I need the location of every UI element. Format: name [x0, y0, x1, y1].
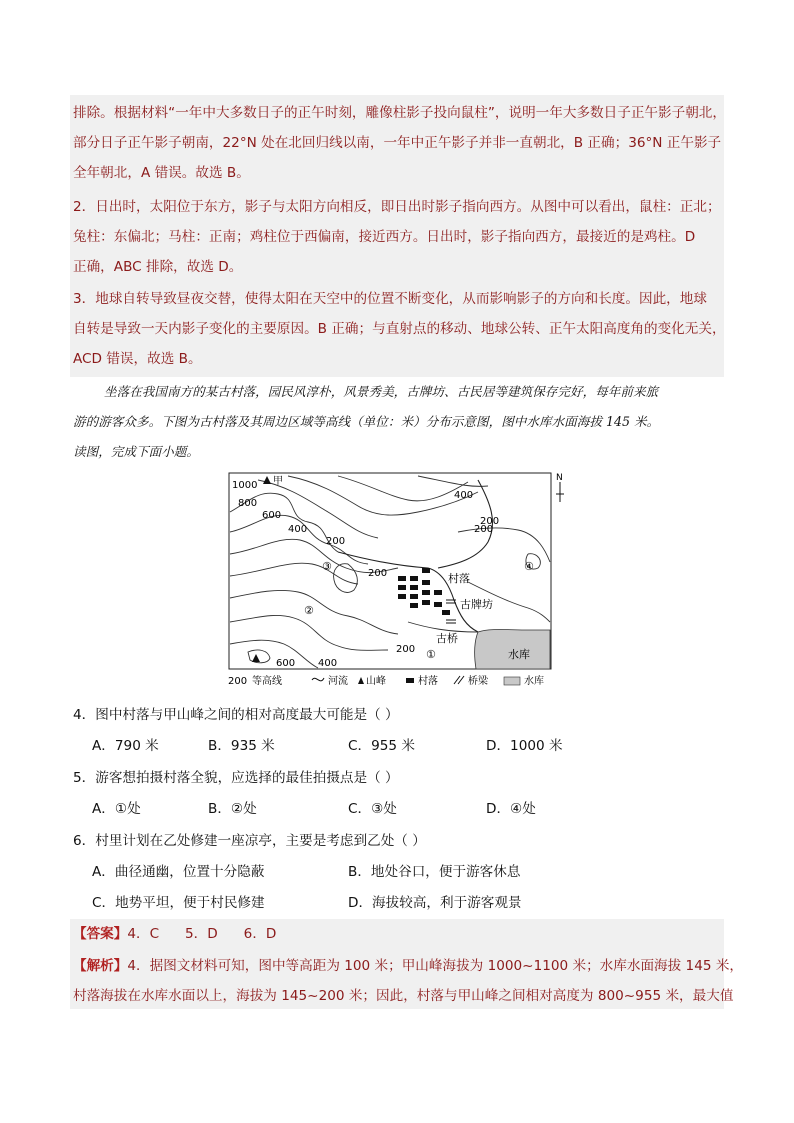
prev-analysis-line: 正确，ABC 排除，故选 D。 [73, 259, 243, 275]
contour-label: 200 [480, 516, 500, 527]
point-1-label: ① [426, 648, 436, 661]
analysis-text: 4．据图文材料可知，图中等高距为 100 米；甲山峰海拔为 1000~1100 米；水库水面海拔 145 米， [127, 958, 744, 974]
contour-label: 800 [238, 498, 258, 509]
legend-contour-value: 200 [228, 676, 248, 687]
prev-analysis-line: ACD 错误，故选 B。 [73, 351, 202, 367]
contour-label: 400 [318, 658, 338, 669]
legend-reservoir: 水库 [524, 676, 544, 687]
prev-analysis-line: 部分日子正午影子朝南，22°N 处在北回归线以南，一年中正午影子并非一直朝北，B 正确；36°N 正午影子 [73, 135, 722, 151]
question-6-stem: 6．村里计划在乙处修建一座凉亭，主要是考虑到乙处（ ） [73, 833, 426, 849]
peak-name-label: 甲 [273, 476, 283, 487]
answer-tag: 【答案】 [73, 926, 128, 942]
reservoir-label: 水库 [508, 648, 530, 661]
legend-contour: 等高线 [252, 676, 282, 687]
contour-label: 200 [368, 568, 388, 579]
north-label: N [556, 473, 563, 483]
peak-elevation-label: 1000 [232, 480, 258, 491]
point-4-label: ④ [524, 560, 534, 573]
question-5-option-b: B．②处 [208, 801, 257, 817]
question-5-option-d: D．④处 [486, 801, 536, 817]
contour-label: 200 [396, 644, 416, 655]
analysis-tag: 【解析】 [73, 958, 128, 974]
question-5-option-a: A．①处 [92, 801, 141, 817]
analysis-line [73, 957, 743, 975]
question-6-option-b: B．地处谷口，便于游客休息 [348, 864, 521, 880]
intro-line: 读图，完成下面小题。 [73, 444, 199, 459]
village-label: 村落 [448, 572, 470, 585]
question-4-option-b: B．935 米 [208, 738, 275, 754]
contour-label: 600 [276, 658, 296, 669]
legend-village: 村落 [418, 676, 438, 687]
legend-river: 河流 [328, 676, 348, 687]
legend-peak: 山峰 [366, 676, 386, 687]
question-4-option-a: A．790 米 [92, 738, 159, 754]
point-2-label: ② [304, 604, 314, 617]
prev-analysis-line: 兔柱：东偏北；马柱：正南；鸡柱位于西偏南，接近西方。日出时，影子指向西方，最接近的是鸡柱。D [73, 229, 696, 245]
contour-label: 400 [454, 490, 474, 501]
question-4-stem: 4．图中村落与甲山峰之间的相对高度最大可能是（ ） [73, 707, 399, 723]
answer-text: 4．C 5．D 6．D [127, 926, 277, 942]
prev-analysis-line: 排除。根据材料“一年中大多数日子的正午时刻，雕像柱影子投向鼠柱”，说明一年大多数日子正午影子朝北， [73, 105, 726, 121]
question-6-option-c: C．地势平坦，便于村民修建 [92, 895, 265, 911]
bridge-label: 古桥 [436, 632, 458, 645]
legend-bridge: 桥梁 [468, 676, 488, 687]
question-5-stem: 5．游客想拍摄村落全貌，应选择的最佳拍摄点是（ ） [73, 770, 399, 786]
answer-line [73, 925, 276, 943]
question-4-option-c: C．955 米 [348, 738, 415, 754]
contour-label: 200 [474, 524, 494, 535]
question-4-option-d: D．1000 米 [486, 738, 563, 754]
contour-label: 600 [262, 510, 282, 521]
contour-map [228, 472, 562, 690]
question-6-option-d: D．海拔较高，利于游客观景 [348, 895, 522, 911]
point-3-label: ③ [322, 560, 332, 573]
prev-analysis-line: 3．地球自转导致昼夜交替，使得太阳在天空中的位置不断变化，从而影响影子的方向和长度。因此，地球 [73, 291, 707, 307]
archway-label: 古牌坊 [460, 598, 493, 611]
question-5-option-c: C．③处 [348, 801, 397, 817]
analysis-line: 村落海拔在水库水面以上，海拔为 145~200 米；因此，村落与甲山峰之间相对高度为 800~955 米，最大值 [73, 988, 734, 1004]
contour-label: 400 [288, 524, 308, 535]
intro-line: 坐落在我国南方的某古村落，园民风淳朴，风景秀美，古牌坊、古民居等建筑保存完好，每年前来旅 [104, 384, 659, 399]
question-6-option-a: A．曲径通幽，位置十分隐蔽 [92, 864, 265, 880]
prev-analysis-line: 2．日出时，太阳位于东方，影子与太阳方向相反，即日出时影子指向西方。从图中可以看出，鼠柱：正北； [73, 199, 721, 215]
intro-line: 游的游客众多。下图为古村落及其周边区域等高线（单位：米）分布示意图，图中水库水面海拔 145 米。 [73, 414, 660, 429]
contour-label: 200 [326, 536, 346, 547]
prev-analysis-line: 全年朝北，A 错误。故选 B。 [73, 165, 250, 181]
prev-analysis-line: 自转是导致一天内影子变化的主要原因。B 正确；与直射点的移动、地球公转、正午太阳高度角的变化无关， [73, 321, 726, 337]
